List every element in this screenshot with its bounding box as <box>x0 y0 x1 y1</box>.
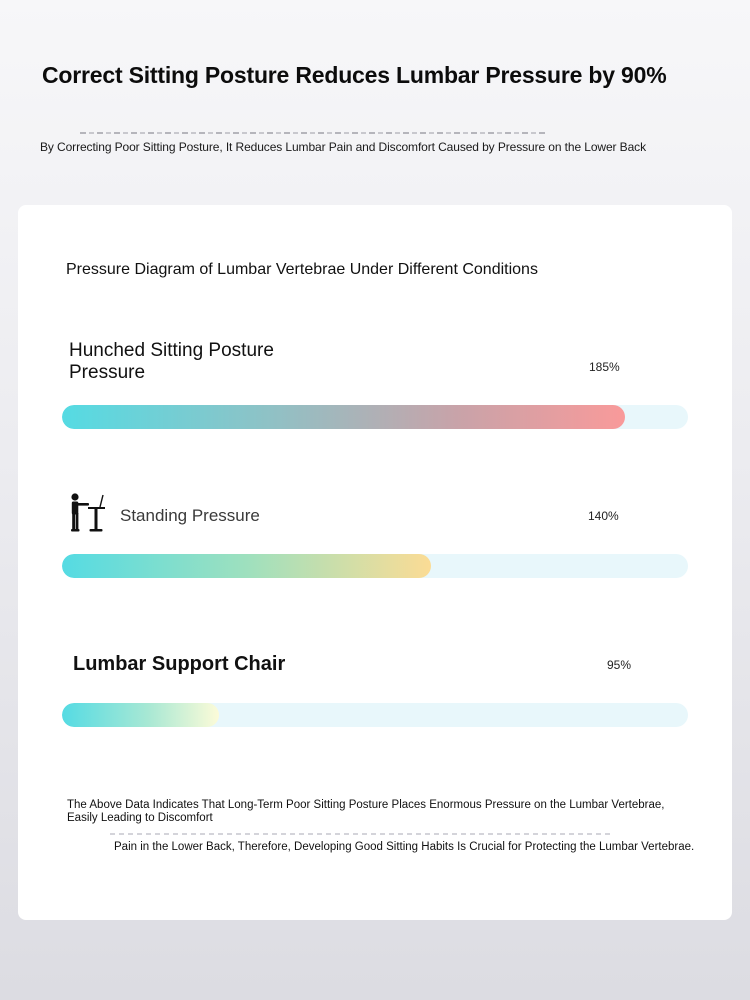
value-label-standing: 140% <box>588 509 619 523</box>
bar-lumbar-chair <box>62 703 219 727</box>
bar-label-lumbar-chair: Lumbar Support Chair <box>73 653 286 675</box>
page-title: Correct Sitting Posture Reduces Lumbar Pressure by 90% <box>42 62 667 88</box>
bar-standing <box>62 554 431 578</box>
page-subtitle: By Correcting Poor Sitting Posture, It Reduces Lumbar Pain and Discomfort Caused by Pressure on the Lower Back <box>40 140 646 154</box>
chart-title: Pressure Diagram of Lumbar Vertebrae Under Different Conditions <box>66 261 538 278</box>
bar-track-hunched <box>62 405 688 429</box>
chart-card <box>18 205 732 920</box>
footnote-divider <box>110 833 610 835</box>
footnote-line-1: The Above Data Indicates That Long-Term Poor Sitting Posture Places Enormous Pressure on the Lumbar Vertebrae, Easily Leading to Discomfort <box>67 799 665 824</box>
bar-label-standing: Standing Pressure <box>120 506 260 525</box>
bar-track-lumbar-chair <box>62 703 688 727</box>
bar-track-standing <box>62 554 688 578</box>
bar-label-hunched: Hunched Sitting Posture Pressure <box>69 340 274 383</box>
standing-desk-icon <box>70 492 108 534</box>
value-label-lumbar-chair: 95% <box>607 658 632 672</box>
decorative-divider <box>80 132 548 134</box>
footnote-line-2: Pain in the Lower Back, Therefore, Developing Good Sitting Habits Is Crucial for Protecting the Lumbar Vertebrae. <box>114 841 695 853</box>
value-label-hunched: 185% <box>589 360 620 374</box>
bar-hunched <box>62 405 625 429</box>
